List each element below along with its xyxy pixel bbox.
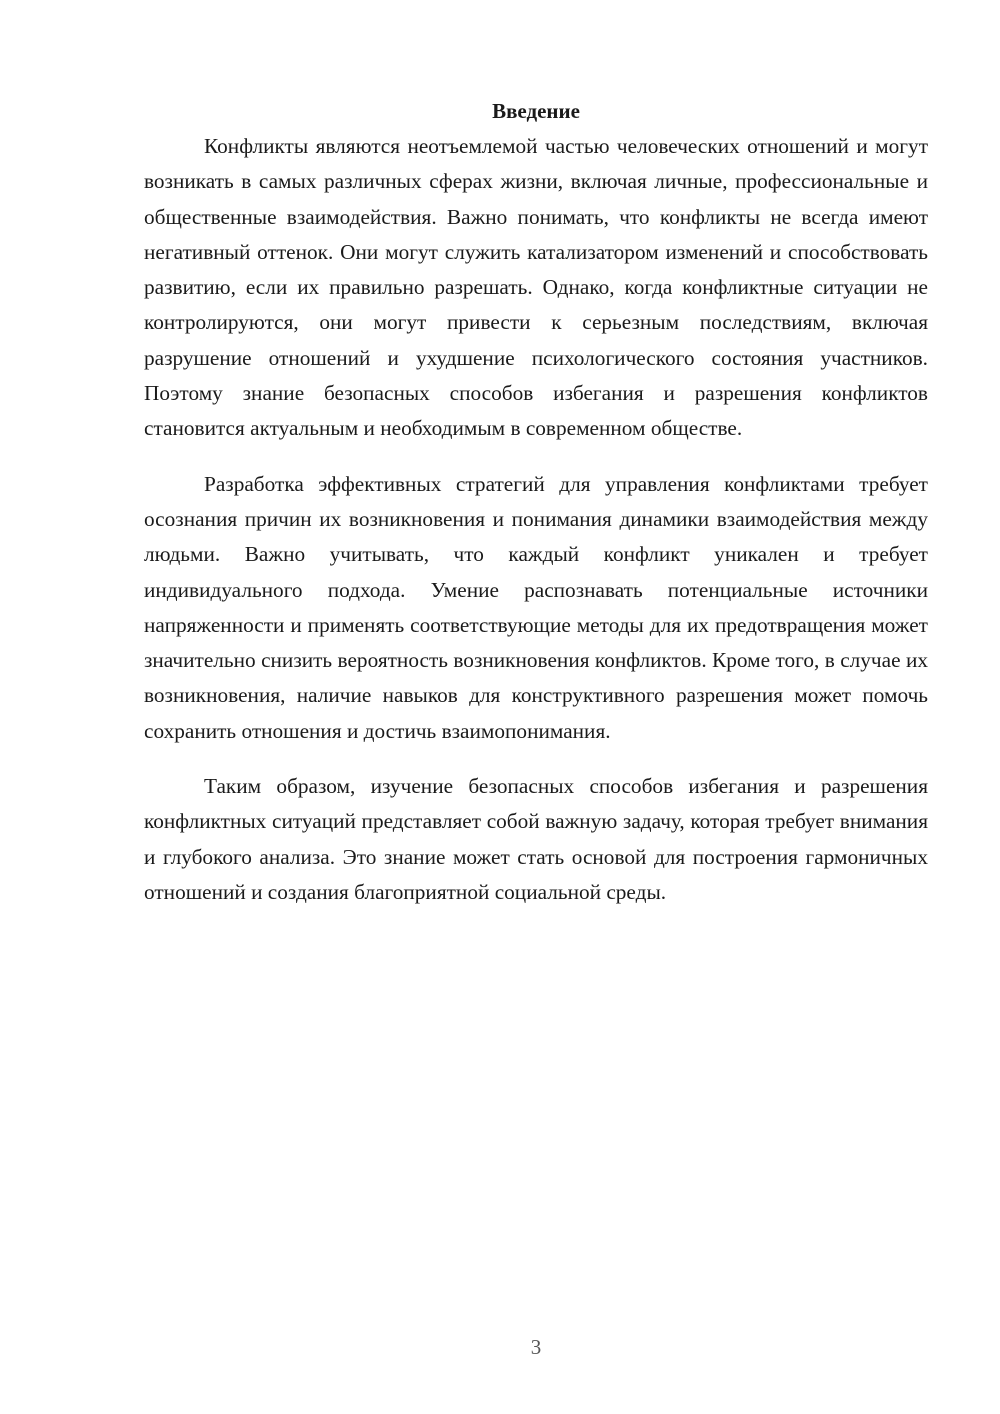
page-content (144, 94, 928, 910)
page-number: 3 (530, 1335, 542, 1359)
paragraph-1: Конфликты являются неотъемлемой частью человеческих отношений и могут возникать в самых различных сферах жизни, включая личные, профессиональные и общественные взаимодействия. Важно понимать, что конфликты не всегда имеют негативный оттенок. Они могут служить катализатором изменений и способствовать развитию, если их правильно разрешать. Однако, когда конфликтные ситуации не контролируются, они могут привести к серьезным последствиям, включая разрушение отношений и ухудшение психологического состояния участников. Поэтому знание безопасных способов избегания и разрешения конфликтов становится актуальным и необходимым в современном обществе. (144, 134, 928, 441)
section-title: Введение (492, 99, 580, 123)
paragraph-2: Разработка эффективных стратегий для управления конфликтами требует осознания причин их возникновения и понимания динамики взаимодействия между людьми. Важно учитывать, что каждый конфликт уникален и требует индивидуального подхода. Умение распознавать потенциальные источники напряженности и применять соответствующие методы для их предотвращения может значительно снизить вероятность возникновения конфликтов. Кроме того, в случае их возникновения, наличие навыков для конструктивного разрешения может помочь сохранить отношения и достичь взаимопонимания. (144, 471, 928, 743)
paragraph-3: Таким образом, изучение безопасных способов избегания и разрешения конфликтных ситуаций представляет собой важную задачу, которая требует внимания и глубокого анализа. Это знание может стать основой для построения гармоничных отношений и создания благоприятной социальной среды. (144, 774, 928, 904)
